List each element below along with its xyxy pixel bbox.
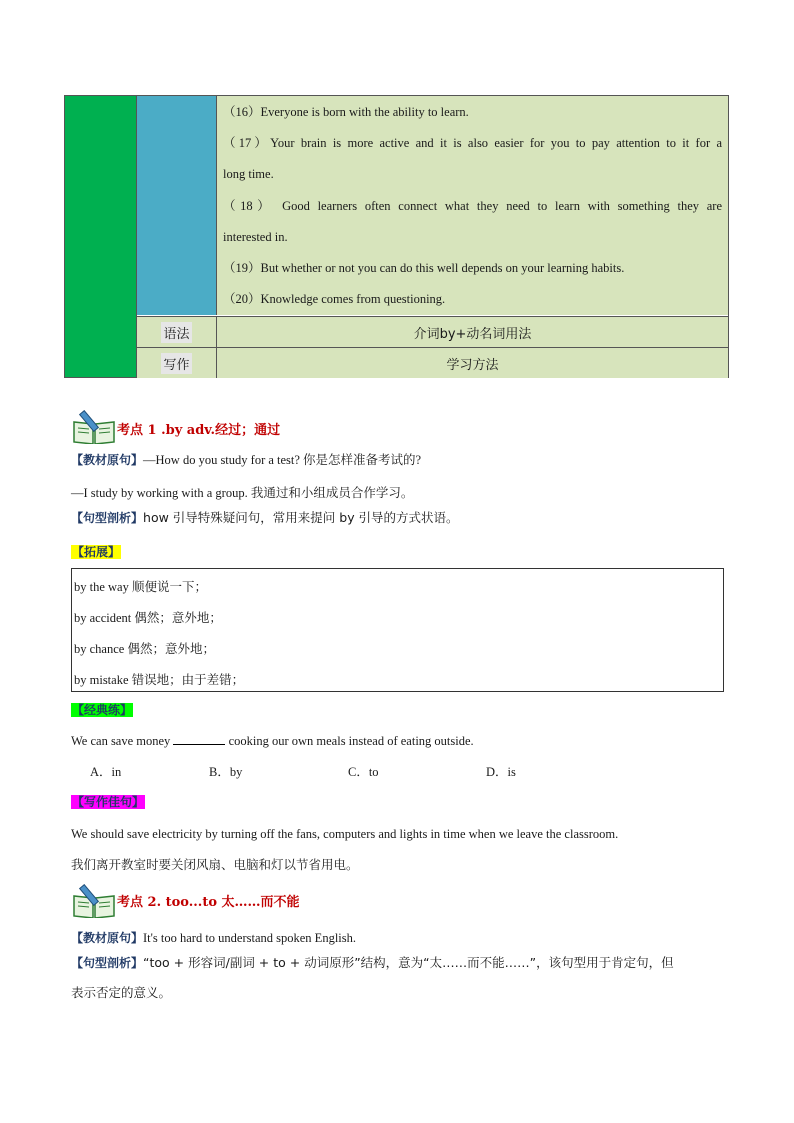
point2-analysis-line [71, 955, 674, 971]
sentence-18-cont: interested in. [223, 230, 288, 244]
grammar-value-cell [217, 316, 728, 347]
expand-item: by accident 偶然；意外地； [74, 611, 222, 625]
sentence-17: （17）Your brain is more active and it is also easier for you to pay attention to it for a [223, 136, 722, 150]
sentence-18: （18） Good learners often connect what they need to learn with something they are [223, 199, 722, 213]
table-sentences-cell [217, 96, 728, 315]
expand-box [71, 568, 724, 692]
writing-value-cell [217, 347, 728, 378]
source-tag: 【教材原句】 [71, 931, 144, 945]
source-text: It's too hard to understand spoken English. [143, 931, 357, 945]
sentence-17-cont: long time. [223, 167, 274, 181]
point1-answer-line: —I study by working with a group. 我通过和小组成员合作学习。 [71, 486, 414, 500]
table-blue-column [137, 96, 217, 315]
point1-heading: 考点 1 .by adv.经过；通过 [117, 423, 281, 438]
sentence-20: （20）Knowledge comes from questioning. [223, 292, 446, 306]
analysis-text: “too + 形容词/副词 + to + 动词原形”结构，意为“太……而不能……”，该句型用于肯定句，但 [143, 955, 674, 970]
expand-tag: 【拓展】 [72, 545, 121, 559]
point2-analysis-cont: 表示否定的意义。 [71, 985, 172, 1000]
practice-text-before: We can save money [71, 734, 174, 748]
writing-sentence-en: We should save electricity by turning off the fans, computers and lights in time when we leave the classroom. [71, 827, 619, 841]
practice-tag: 【经典练】 [72, 703, 133, 717]
option-d: D．is [486, 765, 516, 779]
sentence-16: （16）Everyone is born with the ability to learn. [223, 105, 469, 119]
expand-item: by mistake 错误地；由于差错； [74, 673, 245, 687]
point1-analysis-line [71, 510, 459, 526]
answer-blank [173, 734, 225, 745]
expand-tag-line [71, 544, 121, 560]
analysis-tag: 【句型剖析】 [71, 511, 144, 525]
source-text: —How do you study for a test? 你是怎样准备考试的? [143, 453, 422, 467]
writing-tag: 【写作佳句】 [72, 795, 145, 809]
source-tag: 【教材原句】 [71, 453, 144, 467]
point2-heading: 考点 2. too...to 太……而不能 [117, 895, 300, 910]
option-b: B．by [209, 765, 243, 779]
practice-text-after: cooking our own meals instead of eating outside. [225, 734, 474, 748]
option-a: A．in [90, 765, 122, 779]
writing-label-cell [137, 347, 217, 378]
point2-source-line [71, 930, 356, 946]
expand-item: by the way 顺便说一下； [74, 580, 207, 594]
sentence-19: （19）But whether or not you can do this well depends on your learning habits. [223, 261, 625, 275]
practice-tag-line [71, 702, 133, 718]
practice-question [71, 733, 474, 749]
grammar-label-cell [137, 316, 217, 347]
vocab-summary-table [64, 95, 729, 378]
writing-sentence-zh: 我们离开教室时要关闭风扇、电脑和灯以节省用电。 [71, 857, 359, 872]
analysis-tag: 【句型剖析】 [71, 956, 144, 970]
writing-value: 学习方法 [446, 357, 499, 373]
writing-tag-line [71, 794, 145, 810]
book-pencil-icon [72, 884, 116, 918]
expand-item: by chance 偶然；意外地； [74, 642, 215, 656]
book-pencil-icon [72, 410, 116, 444]
grammar-value: 介词by+动名词用法 [413, 326, 532, 342]
analysis-text: how 引导特殊疑问句，常用来提问 by 引导的方式状语。 [143, 510, 459, 525]
table-green-column [65, 96, 137, 377]
point1-source-line [71, 452, 421, 468]
writing-label: 写作 [161, 353, 191, 374]
grammar-label: 语法 [161, 322, 191, 343]
option-c: C．to [348, 765, 379, 779]
